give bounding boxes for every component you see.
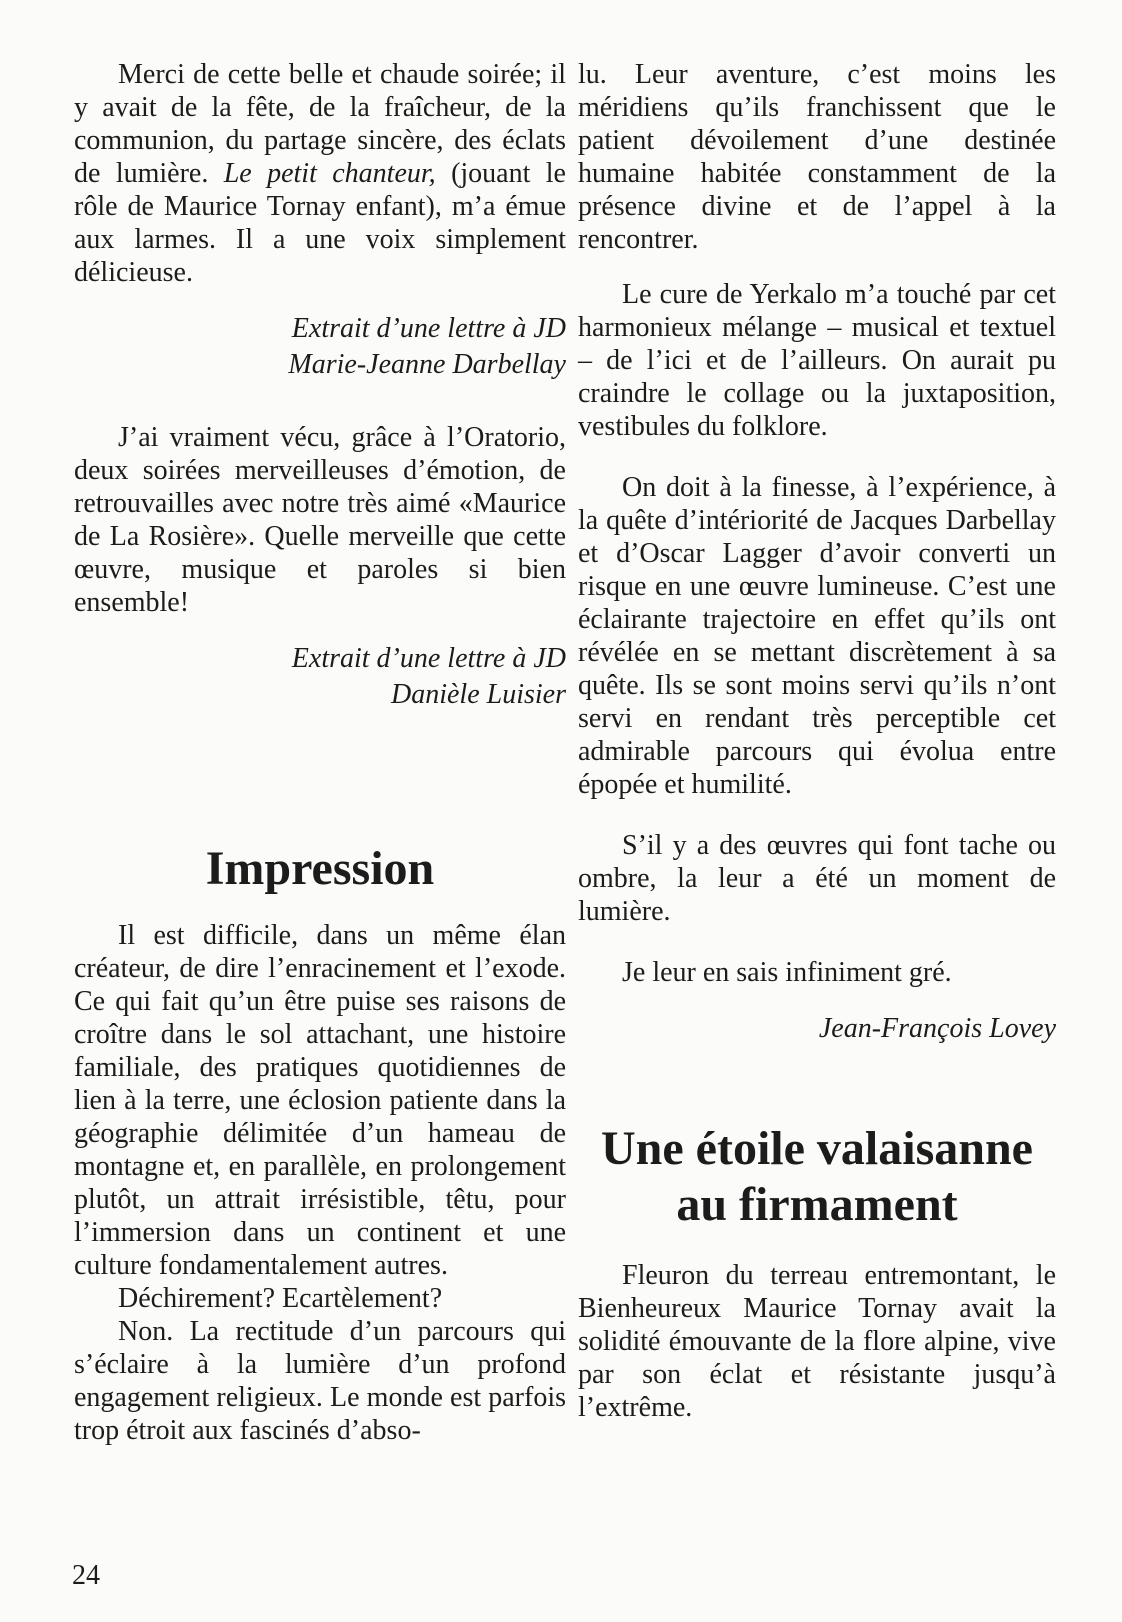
paragraph-fleuron: Fleuron du terreau entremontant, le Bienheureux Maurice Tornay avait la solidité émouvante de la flore alpine, vive par son éclat et résistante jusqu’à l’extrême.: [578, 1260, 1056, 1423]
paragraph-non: Non. La rectitude d’un parcours qui s’éclaire à la lumière d’un profond engagement religieux. Le monde est parfois trop étroit aux fascinés d’abso-: [74, 1316, 566, 1446]
signature-lovey: Jean-François Lovey: [818, 1013, 1056, 1044]
paragraph-oratorio: J’ai vraiment vécu, grâce à l’Oratorio, deux soirées merveilleuses d’émotion, de retrouvailles avec notre très aimé «Maurice de La Rosière». Quelle merveille que cette œuvre, musique et paroles si bien ensemble!: [74, 422, 566, 618]
paragraph-finesse: On doit à la finesse, à l’expérience, à la quête d’intériorité de Jacques Darbellay et d’Oscar Lagger d’avoir converti un risque en une œuvre lumineuse. C’est une éclairante trajectoire en effet qu’ils ont révélée en se mettant discrètement à sa quête. Ils se sont moins servi qu’ils n’ont servi en rendant très perceptible cet admirable parcours qui évolua entre épopée et humilité.: [578, 472, 1056, 800]
paragraph-gre: Je leur en sais infiniment gré.: [622, 957, 952, 988]
heading-etoile: Une étoile valaisanne au firmament: [601, 1122, 1033, 1231]
page-number: 24: [72, 1560, 100, 1591]
attribution-luisier: Extrait d’une lettre à JD Danièle Luisier: [291, 643, 566, 710]
paragraph-oeuvres: S’il y a des œuvres qui font tache ou ombre, la leur a été un moment de lumière.: [578, 830, 1056, 927]
attribution-darbellay: Extrait d’une lettre à JD Marie-Jeanne Darbellay: [288, 313, 566, 380]
right-column: [578, 58, 1056, 1446]
paragraph-thanks: Merci de cette belle et chaude soirée; il y avait de la fête, de la fraîcheur, de la communion, du partage sincère, des éclats de lumière. Le petit chanteur, (jouant le rôle de Maurice Tornay enfant), m’a émue aux larmes. Il a une voix simplement délicieuse.: [74, 59, 566, 288]
heading-impression: Impression: [205, 842, 435, 895]
paragraph-yerkalo: Le cure de Yerkalo m’a touché par cet harmonieux mélange – musical et textuel – de l’ici et de l’ailleurs. On aurait pu craindre le collage ou la juxtaposition, vestibules du folklore.: [578, 279, 1056, 442]
paragraph-aventure: lu. Leur aventure, c’est moins les méridiens qu’ils franchissent que le patient dévoilement d’une destinée humaine habitée constamment de la présence divine et de l’appel à la rencontrer.: [578, 59, 1056, 255]
paragraph-enracinement: Il est difficile, dans un même élan créateur, de dire l’enracinement et l’exode. Ce qui fait qu’un être puise ses raisons de croître dans le sol attachant, une histoire familiale, des pratiques quotidiennes de lien à la terre, une éclosion patiente dans la géographie délimitée d’un hameau de montagne et, en parallèle, en prolongement plutôt, un attrait irrésistible, têtu, pour l’immersion dans un continent et une culture fondamentalement autres.: [74, 920, 566, 1281]
italic-title: Le petit chanteur,: [223, 158, 436, 189]
paragraph-dechirement: Déchirement? Ecartèlement?: [118, 1283, 443, 1314]
left-column: [74, 58, 566, 1447]
